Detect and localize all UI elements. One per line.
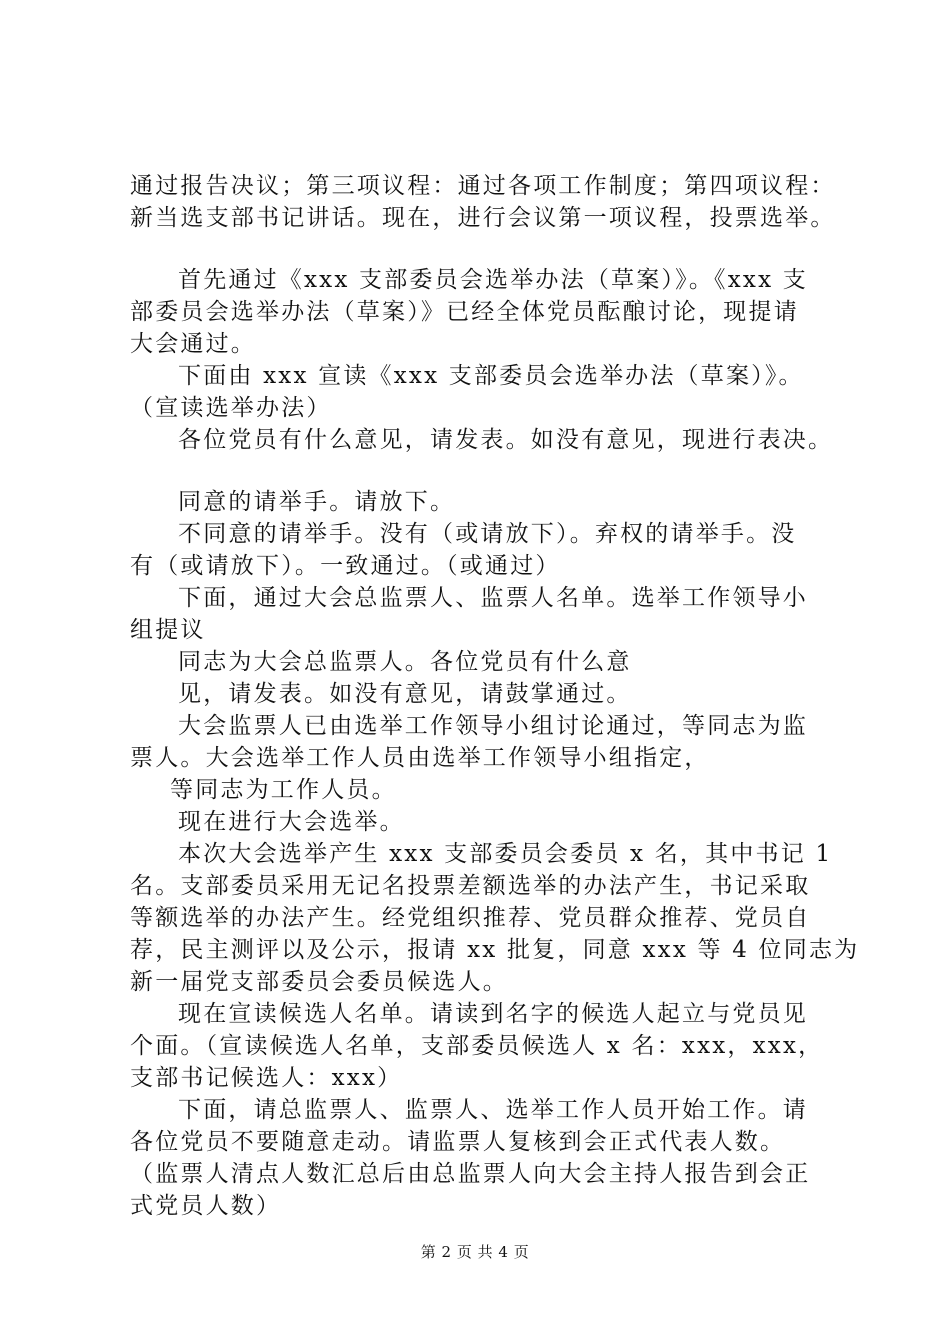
text-line: 本次大会选举产生 xxx 支部委员会委员 x 名，其中书记 1 bbox=[178, 841, 833, 867]
text-line: 等额选举的办法产生。经党组织推荐、党员群众推荐、党员自 bbox=[130, 905, 811, 931]
text-line: 票人。大会选举工作人员由选举工作领导小组指定， bbox=[130, 745, 710, 771]
text-line: 大会通过。 bbox=[130, 331, 256, 357]
text-line: 不同意的请举手。没有（或请放下）。弃权的请举手。没 bbox=[178, 521, 797, 547]
text-line: 现在进行大会选举。 bbox=[178, 809, 405, 835]
text-line: （宣读选举办法） bbox=[130, 395, 332, 421]
text-line: 通过报告决议；第三项议程：通过各项工作制度；第四项议程： bbox=[130, 173, 836, 199]
paragraph-gap bbox=[130, 456, 850, 486]
paragraph-gap bbox=[130, 234, 850, 264]
text-line: 新一届党支部委员会委员候选人。 bbox=[130, 969, 508, 995]
text-line: 部委员会选举办法（草案）》已经全体党员酝酿讨论，现提请 bbox=[130, 299, 799, 325]
text-line: 下面，通过大会总监票人、监票人名单。选举工作领导小 bbox=[178, 585, 808, 611]
text-line: 各位党员有什么意见，请发表。如没有意见，现进行表决。 bbox=[178, 427, 834, 453]
text-line: 组提议 bbox=[130, 617, 206, 643]
page-number-footer: 第 2 页 共 4 页 bbox=[420, 1243, 530, 1261]
text-line: 有（或请放下）。一致通过。（或通过） bbox=[130, 553, 561, 579]
text-line: 同意的请举手。请放下。 bbox=[178, 489, 456, 515]
document-body bbox=[130, 170, 860, 1222]
text-line: 各位党员不要随意走动。请监票人复核到会正式代表人数。 bbox=[130, 1129, 786, 1155]
text-line: 荐，民主测评以及公示，报请 xx 批复，同意 xxx 等 4 位同志为 bbox=[130, 937, 860, 963]
text-line: 下面由 xxx 宣读《xxx 支部委员会选举办法（草案）》。 bbox=[178, 363, 804, 389]
text-line: 新当选支部书记讲话。现在，进行会议第一项议程，投票选举。 bbox=[130, 205, 836, 231]
text-line: 同志为大会总监票人。各位党员有什么意 bbox=[178, 649, 632, 675]
text-line: 个面。（宣读候选人名单，支部委员候选人 x 名：xxx，xxx， bbox=[130, 1033, 824, 1059]
text-line: 下面，请总监票人、监票人、选举工作人员开始工作。请 bbox=[178, 1097, 808, 1123]
text-line: 现在宣读候选人名单。请读到名字的候选人起立与党员见 bbox=[178, 1001, 808, 1027]
text-line: 见，请发表。如没有意见，请鼓掌通过。 bbox=[178, 681, 632, 707]
text-line: 大会监票人已由选举工作领导小组讨论通过，等同志为监 bbox=[178, 713, 808, 739]
text-line: 式党员人数） bbox=[130, 1193, 282, 1219]
text-line: 等同志为工作人员。 bbox=[170, 777, 397, 803]
text-line: 支部书记候选人：xxx） bbox=[130, 1065, 403, 1091]
text-line: 首先通过《xxx 支部委员会选举办法（草案）》。《xxx 支 bbox=[178, 267, 808, 293]
text-line: （监票人清点人数汇总后由总监票人向大会主持人报告到会正 bbox=[130, 1161, 811, 1187]
text-line: 名。支部委员采用无记名投票差额选举的办法产生，书记采取 bbox=[130, 873, 811, 899]
